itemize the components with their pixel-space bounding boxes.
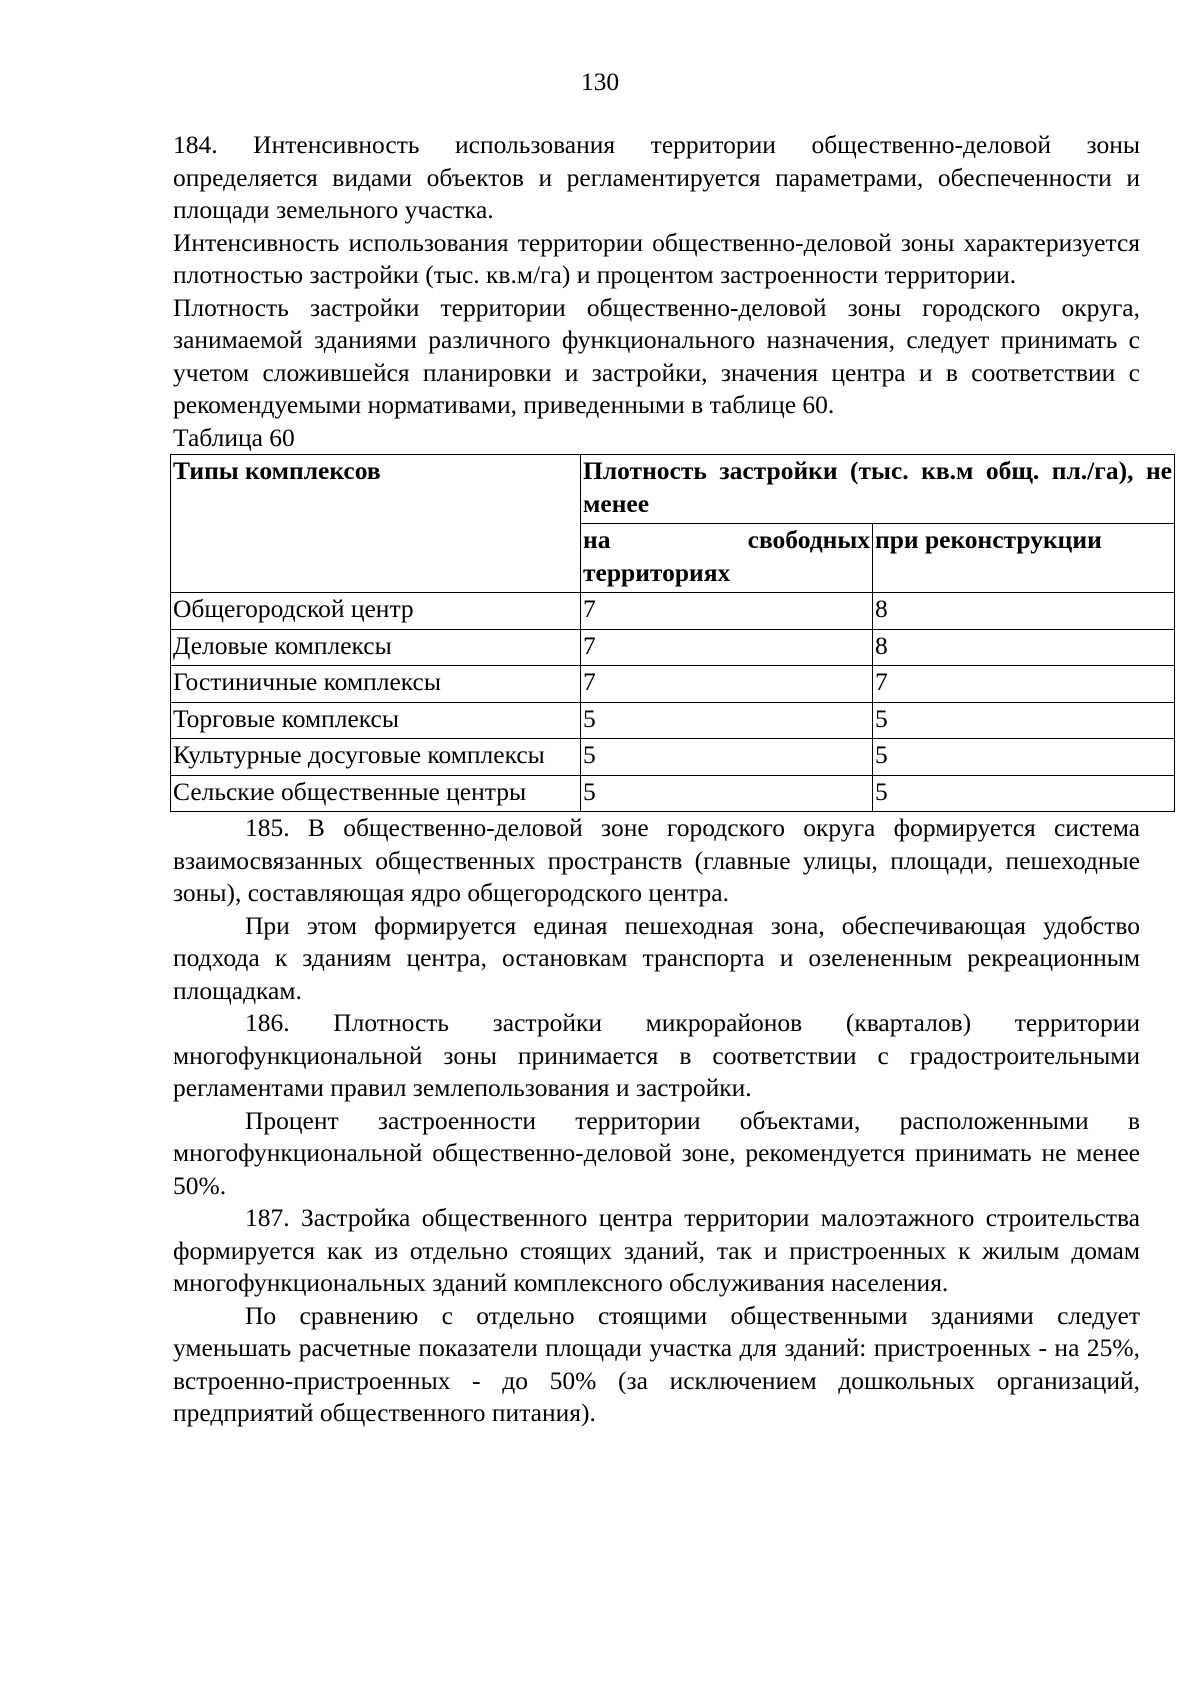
cell-free: 7 <box>581 629 873 666</box>
cell-type: Общегородской центр <box>171 593 581 630</box>
header-reconstruction: при реконструкции <box>873 524 1175 593</box>
cell-recon: 8 <box>873 629 1175 666</box>
cell-type: Культурные досуговые комплексы <box>171 739 581 776</box>
cell-recon: 8 <box>873 593 1175 630</box>
table-caption: Таблица 60 <box>173 422 295 452</box>
table-row <box>171 666 1175 703</box>
density-table <box>170 454 1175 812</box>
header-complex-types: Типы комплексов <box>171 455 581 593</box>
cell-recon: 7 <box>873 666 1175 703</box>
cell-free: 5 <box>581 702 873 739</box>
header-density-group: Плотность застройки (тыс. кв.м общ. пл./га), не менее <box>581 455 1175 524</box>
cell-recon: 5 <box>873 739 1175 776</box>
cell-type: Торговые комплексы <box>171 702 581 739</box>
cell-recon: 5 <box>873 775 1175 812</box>
table-row <box>171 593 1175 630</box>
paragraph-density: Плотность застройки территории общественно-деловой зоны городского округа, занимаемой зданиями различного функционального назначения, следует принимать с учетом сложившейся планировки и застройки, значения центра и в соответствии с рекомендуемыми нормативами, приведенными в таблице 60. <box>173 292 1140 419</box>
document-body <box>173 129 1172 1430</box>
paragraph-built-up-percent: Процент застроенности территории объектами, расположенными в многофункциональной общественно-деловой зоне, рекомендуется принимать не менее 50%. <box>173 1105 1140 1200</box>
paragraph-reduction: По сравнению с отдельно стоящими общественными зданиями следует уменьшать расчетные показатели площади участка для зданий: пристроенных - на 25%, встроенно-пристроенных - до 50% (за исключением дошкольных организаций, предприятий общественного питания). <box>173 1300 1140 1427</box>
cell-free: 7 <box>581 666 873 703</box>
paragraph-187: 187. Застройка общественного центра территории малоэтажного строительства формируется как из отдельно стоящих зданий, так и пристроенных к жилым домам многофункциональных зданий комплексного обслуживания населения. <box>173 1203 1140 1297</box>
cell-recon: 5 <box>873 702 1175 739</box>
paragraph-184: 184. Интенсивность использования территории общественно-деловой зоны определяется видами объектов и регламентируется параметрами, обеспеченности и площади земельного участка. <box>173 130 1140 224</box>
paragraph-pedestrian-zone: При этом формируется единая пешеходная зона, обеспечивающая удобство подхода к зданиям центра, остановкам транспорта и озелененным рекреационным площадкам. <box>173 910 1140 1005</box>
cell-free: 5 <box>581 775 873 812</box>
table-row <box>171 629 1175 666</box>
paragraph-185: 185. В общественно-деловой зоне городского округа формируется система взаимосвязанных общественных пространств (главные улицы, площади, пешеходные зоны), составляющая ядро общегородского центра. <box>173 813 1140 907</box>
table-row <box>171 702 1175 739</box>
page-number: 130 <box>580 67 620 96</box>
header-free-territories: на свободных территориях <box>581 524 873 593</box>
cell-free: 5 <box>581 739 873 776</box>
cell-free: 7 <box>581 593 873 630</box>
table-row <box>171 775 1175 812</box>
paragraph-186: 186. Плотность застройки микрорайонов (кварталов) территории многофункциональной зоны принимается в соответствии с градостроительными регламентами правил землепользования и застройки. <box>173 1008 1140 1102</box>
cell-type: Сельские общественные центры <box>171 775 581 812</box>
cell-type: Гостиничные комплексы <box>171 666 581 703</box>
paragraph-intensity: Интенсивность использования территории общественно-деловой зоны характеризуется плотностью застройки (тыс. кв.м/га) и процентом застроенности территории. <box>173 227 1140 289</box>
table-header-row <box>171 455 1175 524</box>
table-row <box>171 739 1175 776</box>
cell-type: Деловые комплексы <box>171 629 581 666</box>
